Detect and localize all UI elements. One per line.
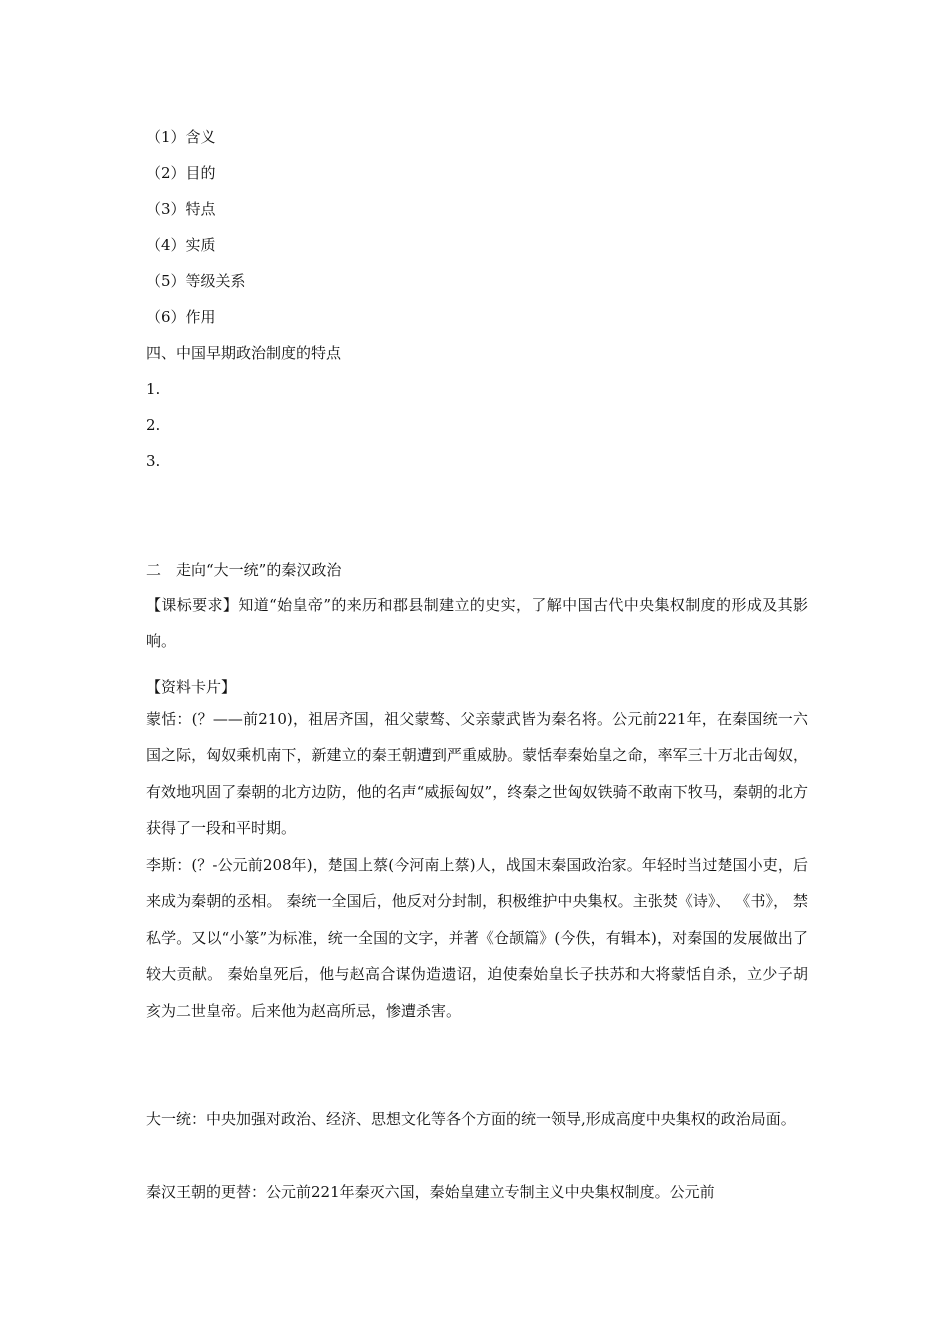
outline-item: （2）目的 [146, 164, 216, 182]
curriculum-requirement: 【课标要求】知道“始皇帝”的来历和郡县制建立的史实，了解中国古代中央集权制度的形成及其影响。 [146, 596, 808, 651]
section-heading: 四、中国早期政治制度的特点 [146, 344, 342, 362]
card-heading: 【资料卡片】 [146, 678, 237, 696]
outline-item: （5）等级关系 [146, 272, 246, 290]
outline-item: （3）特点 [146, 200, 216, 218]
list-item: 1. [146, 380, 161, 398]
card-dynasty-change: 秦汉王朝的更替：公元前221年秦灭六国，秦始皇建立专制主义中央集权制度。公元前 [146, 1183, 715, 1201]
lesson-title: 二 走向“大一统”的秦汉政治 [146, 561, 342, 579]
outline-item: （1）含义 [146, 128, 216, 146]
card-dayitong: 大一统：中央加强对政治、经济、思想文化等各个方面的统一领导,形成高度中央集权的政治局面。 [146, 1110, 796, 1128]
card-lisi: 李斯：(？-公元前208年)，楚国上蔡(今河南上蔡)人，战国末秦国政治家。年轻时当过楚国小吏，后来成为秦朝的丞相。 秦统一全国后，他反对分封制，积极维护中央集权。主张焚《诗》、 《书》， 禁私学。又以“小篆”为标准，统一全国的文字，并著《仓颉篇》(今佚，有辑本)，对秦国的发展做出了较大贡献。 秦始皇死后，他与赵高合谋伪造遗诏，迫使秦始皇长子扶苏和大将蒙恬自杀，立少子胡亥为二世皇帝。后来他为赵高所忌，惨遭杀害。 [146, 856, 808, 1020]
list-item: 2. [146, 416, 161, 434]
list-item: 3. [146, 452, 161, 470]
card-mengtian: 蒙恬：(？——前210)，祖居齐国，祖父蒙骜、父亲蒙武皆为秦名将。公元前221年，在秦国统一六国之际，匈奴乘机南下，新建立的秦王朝遭到严重威胁。蒙恬奉秦始皇之命，率军三十万北击匈奴，有效地巩固了秦朝的北方边防，他的名声“威振匈奴”，终秦之世匈奴铁骑不敢南下牧马，秦朝的北方获得了一段和平时期。 [146, 710, 808, 838]
outline-item: （4）实质 [146, 236, 216, 254]
outline-item: （6）作用 [146, 308, 216, 326]
